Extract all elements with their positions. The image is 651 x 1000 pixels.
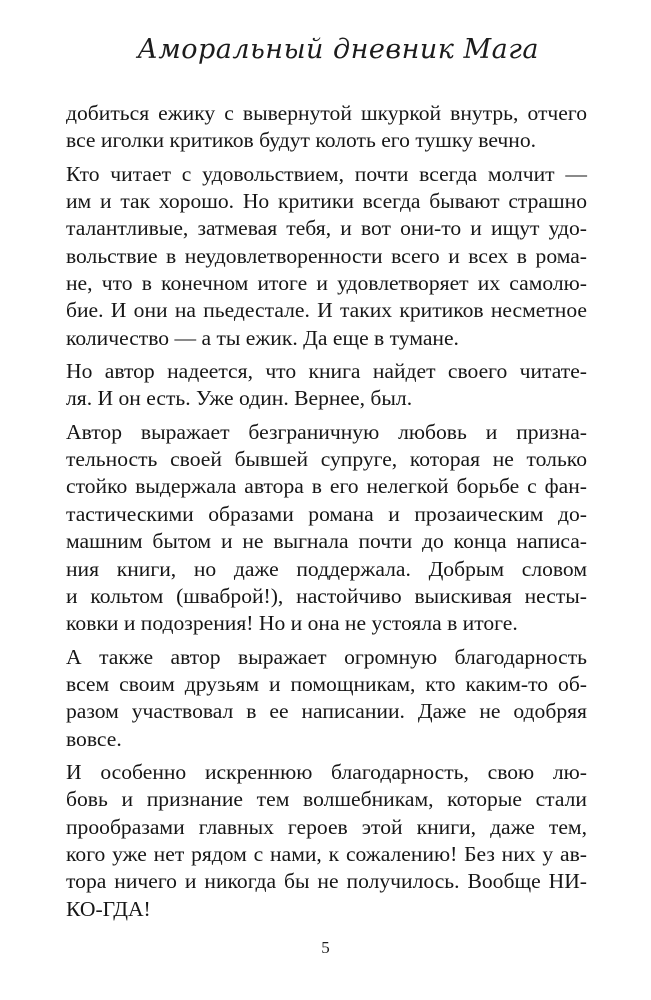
text-line: машним бытом и не выгнала почти до конца написа-: [66, 529, 587, 554]
text-line: ля. И он есть. Уже один. Вернее, был.: [66, 386, 413, 411]
text-line: вовсе.: [66, 726, 122, 751]
text-line: А также автор выражает огромную благодарность: [66, 644, 587, 669]
paragraph-2: [66, 161, 587, 352]
text-line: разом участвовал в ее написании. Даже не одобряя: [66, 699, 587, 724]
text-line: прообразами главных героев этой книги, даже тем,: [66, 814, 587, 839]
paragraph-3: [66, 358, 587, 413]
text-line: Кто читает с удовольствием, почти всегда молчит —: [66, 161, 587, 186]
page-number: 5: [321, 938, 330, 957]
text-line: все иголки критиков будут колоть его тушку вечно.: [66, 128, 537, 153]
text-line: ния книги, но даже поддержала. Добрым словом: [66, 556, 587, 581]
text-line: и кольтом (шваброй!), настойчиво выискивая несты-: [66, 583, 587, 608]
text-line: тельность своей бывшей супруге, которая не только: [66, 447, 587, 472]
text-line: бие. И они на пьедестале. И таких критиков несметное: [66, 298, 587, 323]
text-line: тора ничего и никогда бы не получилось. Вообще НИ-: [66, 869, 587, 894]
text-line: ковки и подозрения! Но и она не устояла в итоге.: [66, 611, 518, 636]
text-line: вольствие в неудовлетворенности всего и всех в рома-: [66, 243, 587, 268]
text-line: стойко выдержала автора в его нелегкой борьбе с фан-: [66, 474, 587, 499]
text-line: добиться ежику с вывернутой шкуркой внутрь, отчего: [66, 101, 587, 125]
text-line: бовь и признание тем волшебникам, которые стали: [66, 787, 587, 812]
text-line: талантливые, затмевая тебя, и вот они-то и ищут удо-: [66, 216, 587, 241]
paragraph-1: [66, 100, 587, 155]
text-line: Но автор надеется, что книга найдет своего читате-: [66, 359, 587, 384]
text-line: кого уже нет рядом с нами, к сожалению! Без них у ав-: [66, 841, 587, 866]
text-line: тастическими образами романа и прозаическим до-: [66, 501, 587, 526]
text-line: им и так хорошо. Но критики всегда бывают страшно: [66, 189, 587, 214]
page-text: [66, 100, 587, 929]
text-line: Автор выражает безграничную любовь и призна-: [66, 419, 587, 444]
running-title: Аморальный дневник Мага: [137, 34, 539, 65]
text-line: не, что в конечном итоге и удовлетворяет их самолю-: [66, 271, 587, 296]
text-line: И особенно искреннюю благодарность, свою лю-: [66, 759, 587, 784]
paragraph-6: [66, 759, 587, 923]
text-line: КО-ГДА!: [66, 896, 151, 921]
text-line: количество — а ты ежик. Да еще в тумане.: [66, 325, 459, 350]
paragraph-4: [66, 419, 587, 638]
text-line: всем своим друзьям и помощникам, кто каким-то об-: [66, 671, 587, 696]
paragraph-5: [66, 644, 587, 753]
